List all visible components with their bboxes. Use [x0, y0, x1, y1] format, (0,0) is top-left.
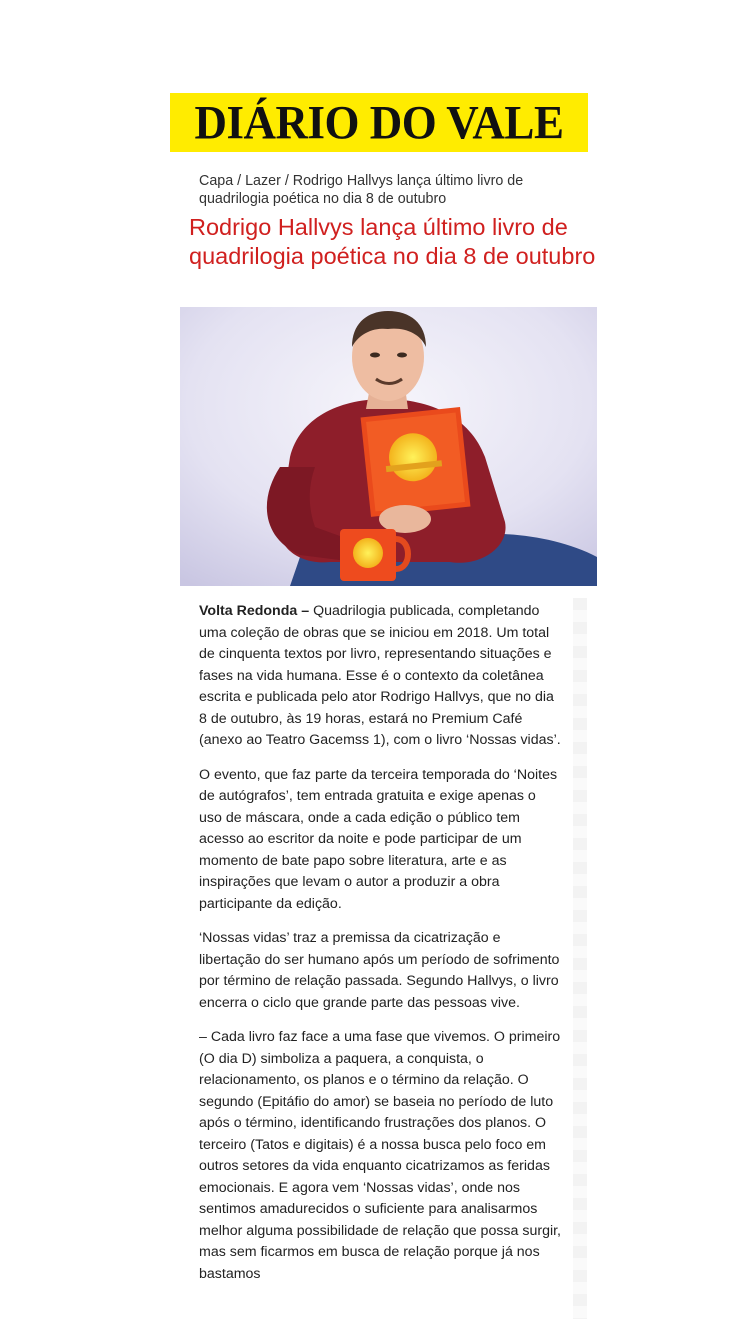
- site-logo-text: DIÁRIO DO VALE: [194, 96, 564, 149]
- article-paragraph: ‘Nossas vidas’ traz a premissa da cicatrização e libertação do ser humano após um período de sofrimento por término de relação passada. Segundo Hallvys, o livro encerra o ciclo que grande parte das pessoas vive.: [199, 930, 560, 1011]
- sidebar-scroll-strip: [573, 598, 587, 1319]
- author-photo-illustration: [180, 307, 597, 586]
- article-paragraph: [199, 601, 561, 752]
- article-photo: [180, 307, 597, 586]
- site-logo[interactable]: [170, 93, 588, 152]
- article-headline: Rodrigo Hallvys lança último livro de quadrilogia poética no dia 8 de outubro: [189, 214, 596, 269]
- article-body: [199, 601, 561, 1298]
- breadcrumb[interactable]: Capa / Lazer / Rodrigo Hallvys lança último livro de quadrilogia poética no dia 8 de outubro: [199, 173, 524, 207]
- article-paragraph: O evento, que faz parte da terceira temporada do ‘Noites de autógrafos’, tem entrada gratuita e exige apenas o uso de máscara, onde a cada edição o público tem acesso ao escritor da noite e pode participar de um momento de bate papo sobre literatura, arte e as inspirações que levam o autor a produzir a obra participante da edição.: [199, 766, 558, 912]
- article-paragraph-text: Quadrilogia publicada, completando uma coleção de obras que se iniciou em 2018. Um total de cinquenta textos por livro, representando situações e fases na vida humana. Esse é o contexto da coletânea escrita e publicada pelo ator Rodrigo Hallvys, que no dia 8 de outubro, às 19 horas, estará no Premium Café (anexo ao Teatro Gacemss 1), com o livro ‘Nossas vidas’.: [199, 603, 561, 748]
- article-paragraph: – Cada livro faz face a uma fase que vivemos. O primeiro (O dia D) simboliza a paquera, a conquista, o relacionamento, os planos e o término da relação. O segundo (Epitáfio do amor) se baseia no período de luto após o término, identificando frustrações dos planos. O terceiro (Tatos e digitais) é a nossa busca pelo foco em outros setores da vida enquanto cicatrizamos as feridas emocionais. E agora vem ‘Nossas vidas’, onde nos sentimos amadurecidos o suficiente para analisarmos melhor alguma possibilidade de relação que possa surgir, mas sem ficarmos em busca de relação porque já nos bastamos: [199, 1029, 561, 1282]
- article-dateline: Volta Redonda –: [199, 603, 310, 619]
